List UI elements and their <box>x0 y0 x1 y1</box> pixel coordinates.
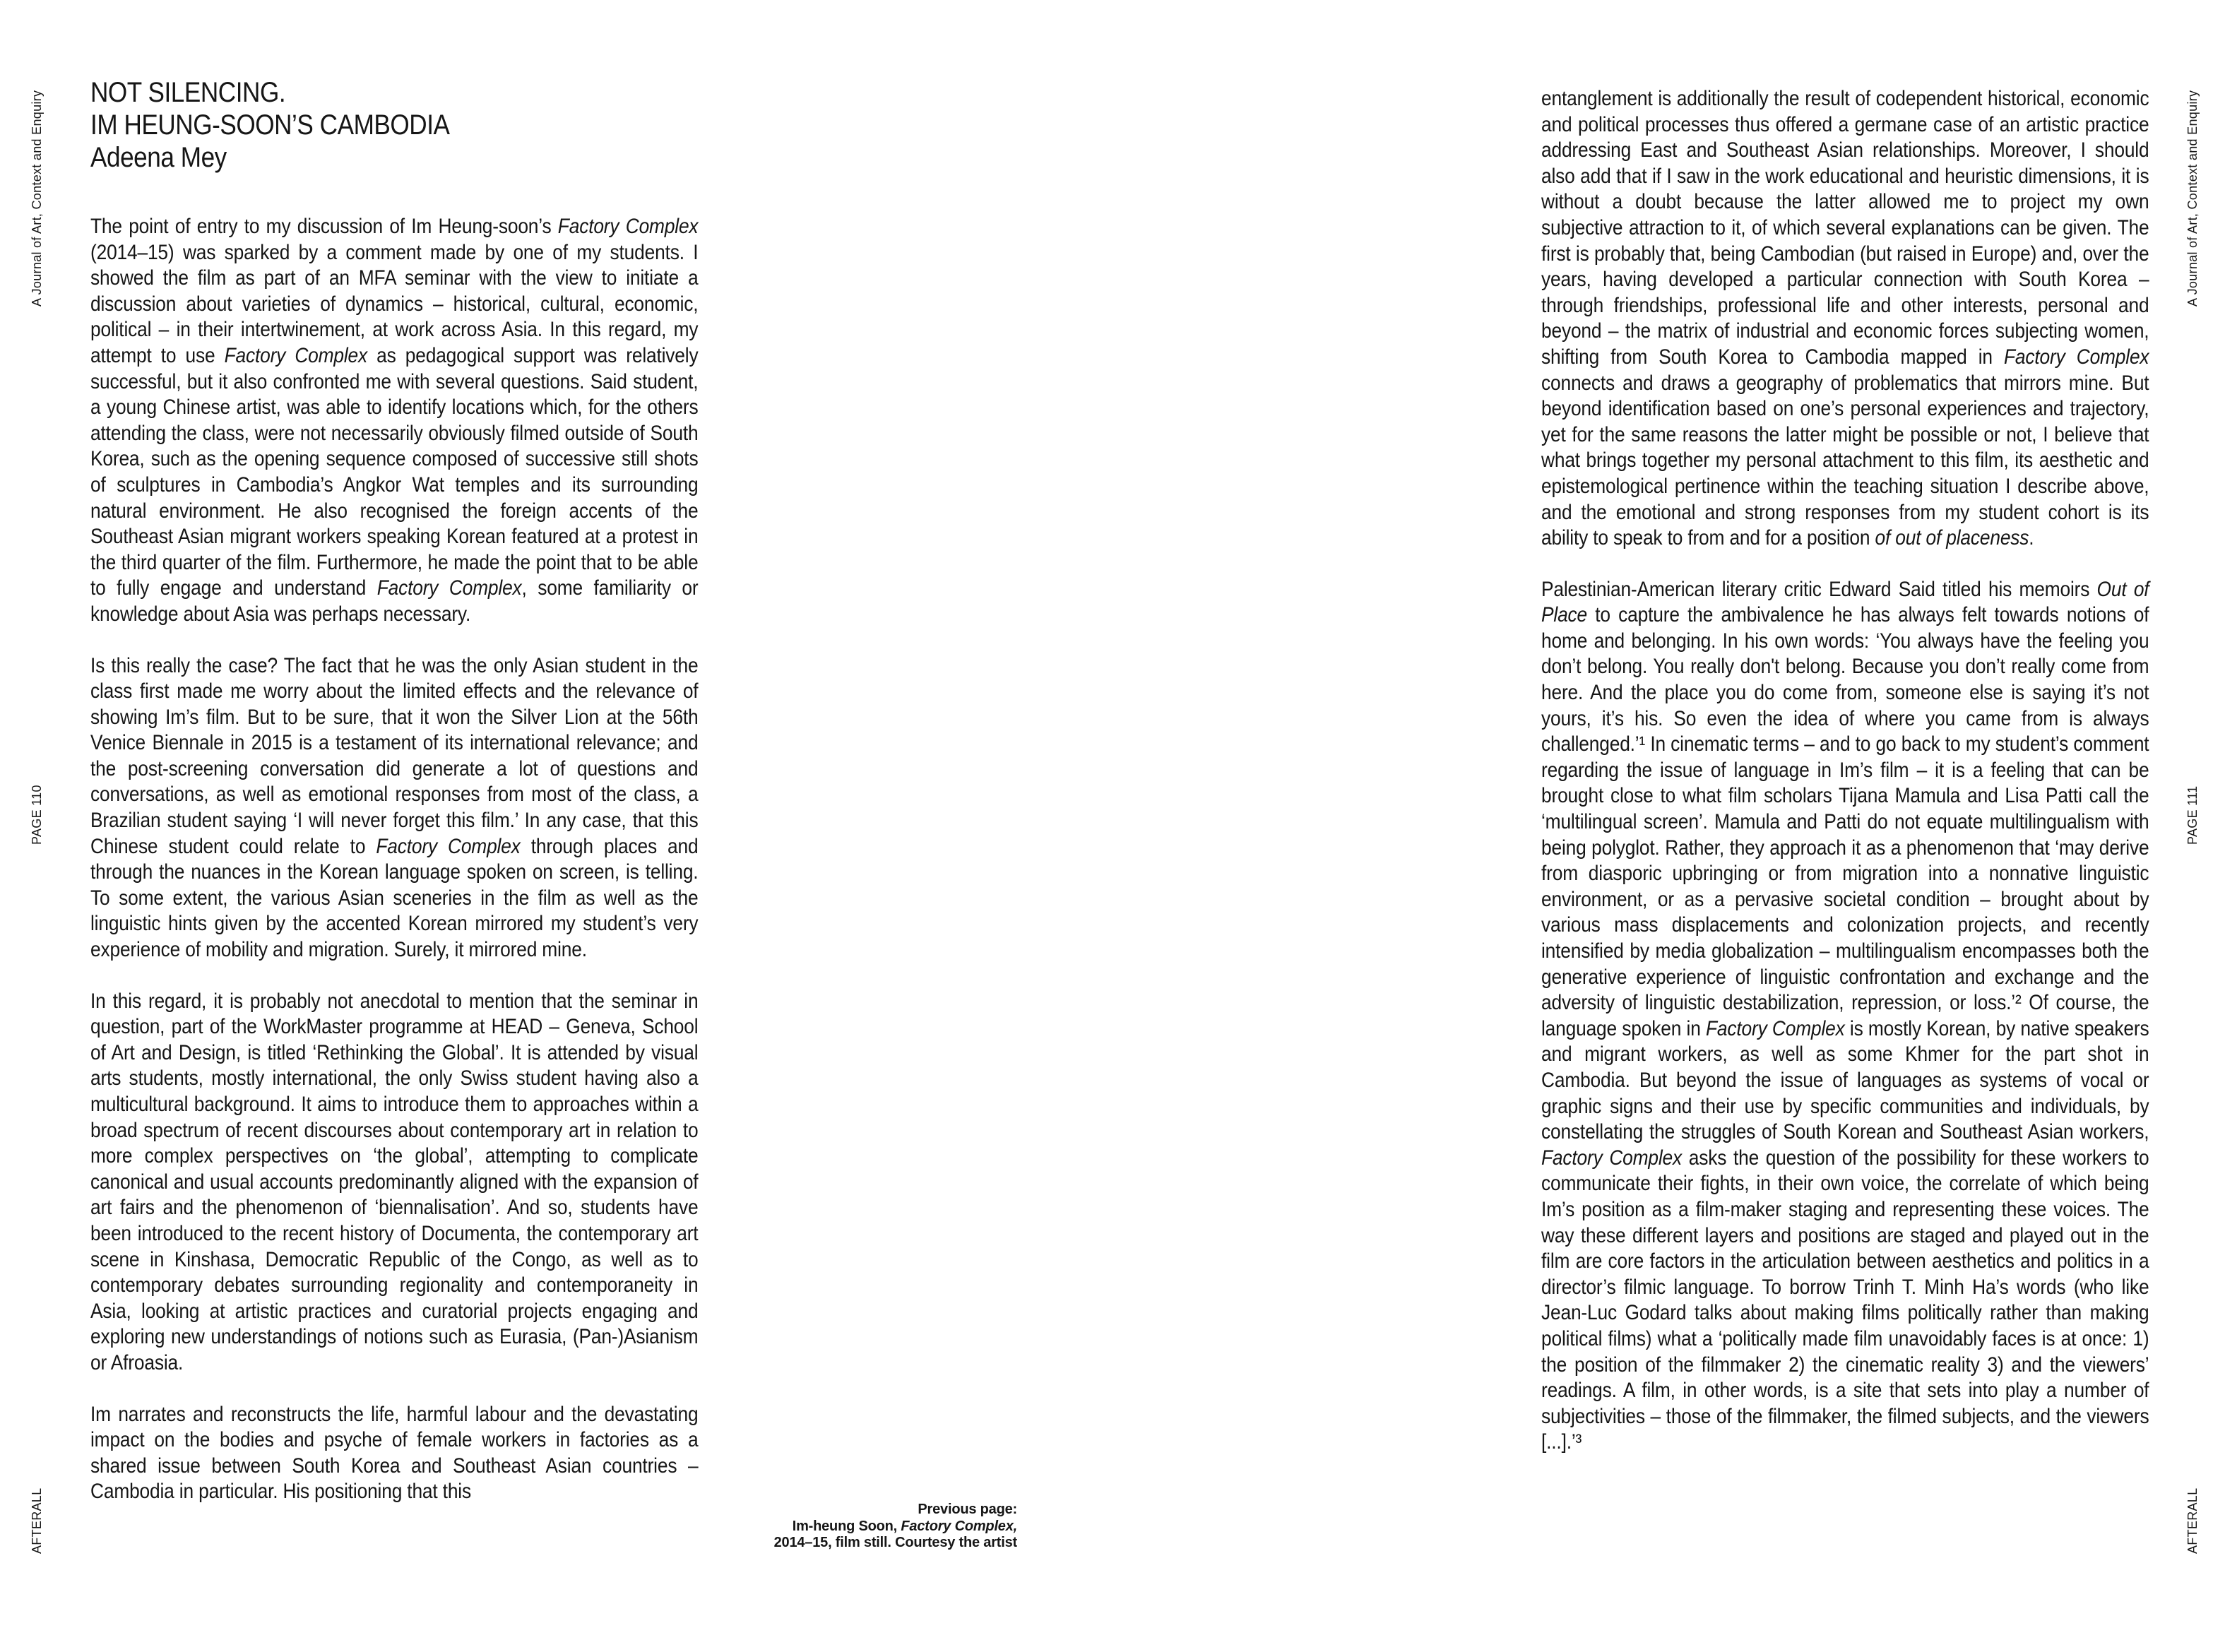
left-journal-name-vertical-text: A Journal of Art, Context and Enquiry <box>30 90 44 307</box>
body-paragraph: entanglement is additionally the result of codependent historical, economic and political processes thus offered a germane case of an artistic practice addressing East and Southeast Asian relationships. Moreover, I should also add that if I saw in the work educational and heuristic dimensions, it is without a doubt because the latter allowed me to project my own subjective attraction to it, of which several explanations can be given. The first is probably that, being Cambodian (but raised in Europe) and, over the years, having developed a particular connection with South Korea – through friendships, professional life and other interests, personal and beyond – the matrix of industrial and economic forces subjecting women, shifting from South Korea to Cambodia mapped in Factory Complex connects and draws a geography of problematics that mirrors mine. But beyond identification based on one’s personal experiences and trajectory, yet for the same reasons the latter might be possible or not, I believe that what brings together my personal attachment to this film, its aesthetic and epistemological pertinence within the teaching situation I describe above, and the emotional and strong responses from my student cohort is its ability to speak to from and for a position of out of placeness. <box>1541 87 2149 550</box>
right-page-number-vertical-text: PAGE 111 <box>2185 785 2200 845</box>
article-author: Adeena Mey <box>90 142 227 173</box>
left-text-column <box>90 76 698 1505</box>
body-paragraph: Is this really the case? The fact that he was the only Asian student in the class first made me worry about the limited effects and the relevance of showing Im’s film. But to be sure, that it won the Silver Lion at the 56th Venice Biennale in 2015 is a testament of its international relevance; and the post-screening conversation did generate a lot of questions and conversations, as well as emotional responses from most of the class, a Brazilian student saying ‘I will never forget this film.’ In any case, that this Chinese student could relate to Factory Complex through places and through the nuances in the Korean language spoken on screen, is telling. To some extent, the various Asian sceneries in the film as well as the linguistic hints given by the accented Korean mirrored my student’s very experience of mobility and migration. Surely, it mirrored mine. <box>90 653 699 962</box>
body-paragraph: The point of entry to my discussion of Im Heung-soon’s Factory Complex (2014–15) was sparked by a comment made by one of my students. I showed the film as part of an MFA seminar with the view to initiate a discussion about varieties of dynamics – historical, cultural, economic, political – in their intertwinement, at work across Asia. In this regard, my attempt to use Factory Complex as pedagogical support was relatively successful, but it also confronted me with several questions. Said student, a young Chinese artist, was able to identify locations which, for the others attending the class, were not necessarily obviously filmed outside of South Korea, such as the opening sequence composed of successive still shots of sculptures in Cambodia’s Angkor Wat temples and its surrounding natural environment. He also recognised the foreign accents of the Southeast Asian migrant workers speaking Korean featured at a protest in the third quarter of the film. Furthermore, he made the point that to be able to fully engage and understand Factory Complex, some familiarity or knowledge about Asia was perhaps necessary. <box>90 215 699 626</box>
caption-line-2: Im-heung Soon, Factory Complex, <box>792 1518 1017 1534</box>
article-title <box>90 76 698 174</box>
right-column-body <box>1541 86 2149 1456</box>
image-caption <box>703 1502 1017 1552</box>
right-journal-name-vertical-text: A Journal of Art, Context and Enquiry <box>2185 90 2200 307</box>
body-paragraph: In this regard, it is probably not anecdotal to mention that the seminar in question, part of the WorkMaster programme at HEAD – Geneva, School of Art and Design, is titled ‘Rethinking the Global’. It is attended by visual arts students, mostly international, the only Swiss student having also a multicultural background. It aims to introduce them to approaches within a broad spectrum of recent discourses about contemporary art in relation to more complex perspectives on ‘the global’, attempting to complicate canonical and usual accounts predominantly aligned with the expansion of art fairs and the phenomenon of ‘biennalisation’. And so, students have been introduced to the recent history of Documenta, the contemporary art scene in Kinshasa, Democratic Republic of the Congo, as well as to contemporary debates surrounding regionality and contemporaneity in Asia, looking at artistic practices and curatorial projects engaging and exploring new understandings of notions such as Eurasia, (Pan-)Asianism or Afroasia. <box>90 989 699 1374</box>
article-title-line-2: IM HEUNG-SOON’S CAMBODIA <box>90 109 450 141</box>
article-title-line-1: NOT SILENCING. <box>90 77 286 108</box>
left-page-number-vertical-text: PAGE 110 <box>30 785 44 845</box>
body-paragraph: Palestinian-American literary critic Edward Said titled his memoirs Out of Place to capture the ambivalence he has always felt towards notions of home and belonging. In his own words: ‘You always have the feeling you don’t belong. You really don't belong. Because you don’t really come from here. And the place you do come from, someone else is saying it’s not yours, it’s his. So even the idea of where you came from is always challenged.’¹ In cinematic terms – and to go back to my student’s comment regarding the issue of language in Im’s film – it is a feeling that can be brought close to what film scholars Tijana Mamula and Lisa Patti call the ‘multilingual screen’. Mamula and Patti do not equate multilingualism with being polyglot. Rather, they approach it as a phenomenon that ‘may derive from diasporic upbringing or from migration into a nonnative linguistic environment, or as a pervasive societal condition – brought about by various mass displacements and colonization projects, and recently intensified by media globalization – multilingualism encompasses both the generative experience of linguistic confrontation and exchange and the adversity of linguistic destabilization, repression, or loss.’² Of course, the language spoken in Factory Complex is mostly Korean, by native speakers and migrant workers, as well as some Khmer for the part shot in Cambodia. But beyond the issue of languages as systems of vocal or graphic signs and their use by specific communities and individuals, by constellating the struggles of South Korean and Southeast Asian workers, Factory Complex asks the question of the possibility for these workers to communicate their fights, in their own voice, the correlate of which being Im’s position as a film-maker staging and representing these voices. The way these different layers and positions are staged and played out in the film are core factors in the articulation between aesthetics and politics in a director’s filmic language. To borrow Trinh T. Minh Ha’s words (who like Jean-Luc Godard talks about making films politically rather than making political films) what a ‘politically made film unavoidably faces is at once: 1) the position of the filmmaker 2) the cinematic reality 3) and the viewers’ readings. A film, in other words, is a site that sets into play a number of subjectivities – those of the filmmaker, the filmed subjects, and the viewers [...].’³ <box>1541 577 2149 1454</box>
left-afterall-brand-vertical-text: AFTERALL <box>30 1487 44 1554</box>
body-paragraph: Im narrates and reconstructs the life, harmful labour and the devastating impact on the bodies and psyche of female workers in factories as a shared issue between South Korea and Southeast Asian countries – Cambodia in particular. His positioning that this <box>90 1402 699 1504</box>
right-afterall-brand-vertical-text: AFTERALL <box>2185 1487 2200 1554</box>
right-text-column <box>1541 86 2149 1456</box>
caption-line-1: Previous page: <box>918 1502 1017 1517</box>
left-column-body <box>90 214 698 1505</box>
caption-line-3: 2014–15, film still. Courtesy the artist <box>773 1535 1017 1550</box>
